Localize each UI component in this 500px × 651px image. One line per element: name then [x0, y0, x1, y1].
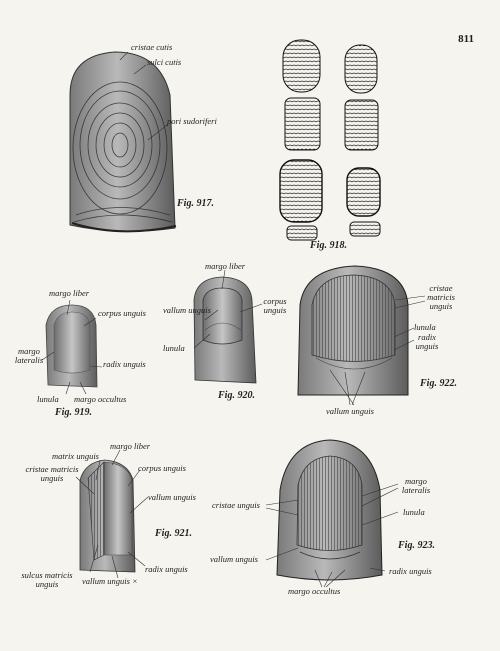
label-radix-unguis-919: radix unguis	[103, 359, 146, 369]
label-vallum-unguis-922: vallum unguis	[326, 406, 374, 416]
label-radix-unguis-922: radix unguis	[415, 332, 439, 351]
label-radix-unguis-923: radix unguis	[389, 566, 432, 576]
fig923-illustration	[277, 440, 382, 580]
caption-fig-919: Fig. 919.	[55, 407, 92, 418]
fig919-illustration	[46, 305, 97, 387]
label-pori-sudoriferi: pori sudoriferi	[167, 116, 217, 126]
caption-fig-917: Fig. 917.	[177, 198, 214, 209]
label-lunula-923: lunula	[403, 507, 425, 517]
label-margo-lateralis-923: margo lateralis	[401, 476, 431, 495]
label-corpus-unguis-920: corpus unguis	[263, 296, 287, 315]
caption-fig-921: Fig. 921.	[155, 528, 192, 539]
label-cristae-unguis-923: cristae unguis	[212, 500, 260, 510]
label-vallum-unguis-x-921: vallum unguis ×	[82, 576, 138, 586]
label-margo-liber-919: margo liber	[49, 288, 90, 298]
label-vallum-unguis-920: vallum unguis	[163, 305, 211, 315]
label-cristae-cutis: cristae cutis	[131, 42, 173, 52]
label-lunula-920: lunula	[163, 343, 185, 353]
label-sulci-cutis: sulci cutis	[147, 57, 182, 67]
label-corpus-unguis-921: corpus unguis	[138, 463, 186, 473]
label-cristae-matricis-922: cristae matricis unguis	[427, 283, 455, 311]
caption-fig-923: Fig. 923.	[398, 540, 435, 551]
label-vallum-unguis-921: vallum unguis	[148, 492, 196, 502]
label-lunula-919: lunula	[37, 394, 59, 404]
label-margo-occultus-923: margo occultus	[288, 586, 341, 596]
label-lunula-922: lunula	[414, 322, 436, 332]
label-margo-lateralis-919: margo lateralis	[14, 346, 44, 365]
label-corpus-unguis-919: corpus unguis	[98, 308, 146, 318]
caption-fig-920: Fig. 920.	[218, 390, 255, 401]
page-number: 811	[458, 33, 474, 45]
label-sulcus-matricis-921: sulcus matricis unguis	[21, 570, 73, 589]
label-vallum-unguis-923: vallum unguis	[210, 554, 258, 564]
label-margo-liber-921: margo liber	[110, 441, 151, 451]
fig920-illustration	[194, 277, 256, 383]
fig922-illustration	[298, 266, 408, 395]
caption-fig-918: Fig. 918.	[310, 240, 347, 251]
label-cristae-matricis-921: cristae matricis unguis	[25, 464, 79, 483]
fig918-fingerprints	[280, 40, 380, 240]
fig917-illustration	[70, 52, 176, 231]
fig921-illustration	[80, 460, 135, 572]
label-radix-unguis-921: radix unguis	[145, 564, 188, 574]
label-margo-occultus-919: margo occultus	[74, 394, 127, 404]
label-margo-liber-920: margo liber	[205, 261, 246, 271]
caption-fig-922: Fig. 922.	[420, 378, 457, 389]
label-matrix-unguis-921: matrix unguis	[52, 451, 99, 461]
